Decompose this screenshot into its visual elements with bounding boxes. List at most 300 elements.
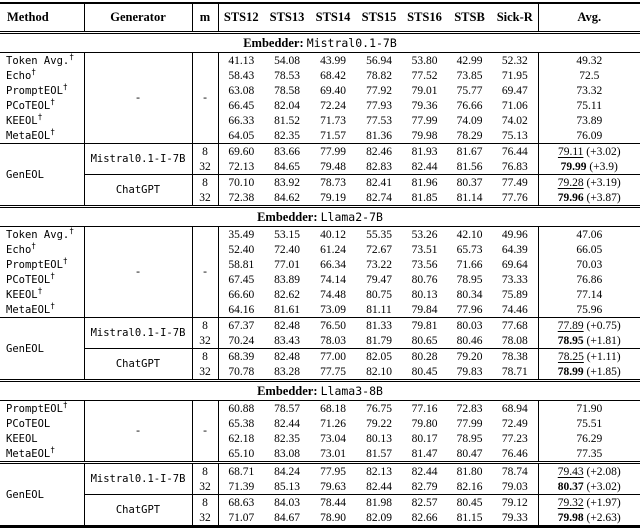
score-cell: 80.47 [456,447,483,460]
avg-value: 79.98 [557,511,584,524]
score-cell: 66.33 [228,114,255,127]
avg-cell [538,175,640,191]
dagger-mark: † [31,242,37,250]
score-cell: 43.99 [320,54,346,67]
score-cell: 77.99 [320,145,346,158]
score-cell: 81.96 [411,176,438,189]
score-cell: 78.53 [274,69,300,82]
delta-value: (+1.85) [586,365,621,378]
score-cell: 66.60 [228,288,255,301]
score-cell: 53.26 [411,228,438,241]
score-cell: 76.66 [456,99,483,112]
method-name: PromptEOL [6,258,63,271]
score-cell: 84.62 [274,191,300,204]
delta-value: (+3.87) [586,191,621,204]
avg-value: 79.43 [557,465,584,478]
score-cell: 81.14 [456,191,483,204]
score-cell: 85.13 [274,480,300,493]
score-cell: 66.45 [228,99,255,112]
score-cell: 78.08 [492,333,538,349]
score-cell: 76.46 [492,446,538,463]
baseline-row [0,401,640,417]
score-cell: 68.63 [228,496,255,509]
column-header-sts13: STS13 [269,10,305,24]
score-cell: 73.01 [320,447,346,460]
embedder-colon: : [313,209,321,224]
avg-cell: 73.32 [576,84,603,97]
method-name: Echo [6,69,32,82]
score-cell: 79.20 [456,350,483,363]
score-cell: 80.76 [411,273,438,286]
embedder-label: Embedder [243,35,300,50]
m-placeholder: - [192,401,218,463]
score-cell: 66.34 [320,258,346,271]
score-cell: 82.35 [274,432,300,445]
method-label [0,227,84,243]
avg-cell: 75.11 [576,99,602,112]
score-cell: 81.57 [366,447,392,460]
avg-cell: 47.06 [576,228,603,241]
score-cell: 64.16 [228,303,255,316]
avg-cell [538,349,640,365]
delta-value: (+1.97) [586,496,621,509]
avg-value: 79.11 [557,145,584,158]
column-header-avg: Avg. [577,10,602,24]
method-name: KEEOL [6,432,38,445]
embedder-name: Mistral0.1-7B [306,35,397,50]
score-cell: 70.10 [228,176,255,189]
score-cell: 83.89 [274,273,300,286]
score-cell: 82.48 [274,319,300,332]
score-cell: 81.67 [456,145,483,158]
score-cell: 73.09 [320,303,346,316]
score-cell: 73.22 [366,258,392,271]
score-cell: 70.24 [228,334,255,347]
score-cell: 74.46 [492,302,538,318]
method-label [0,401,84,417]
score-cell: 78.57 [274,402,300,415]
delta-value: (+2.63) [586,511,621,524]
avg-cell: 76.09 [576,129,603,142]
score-cell: 82.35 [274,129,300,142]
score-cell: 58.81 [228,258,255,271]
method-label [0,302,84,318]
delta-value: (+2.08) [586,465,621,478]
score-cell: 79.22 [366,417,392,430]
score-cell: 52.40 [228,243,255,256]
score-cell: 74.48 [320,288,346,301]
avg-value: 79.99 [560,160,587,173]
score-cell: 81.79 [366,334,392,347]
generator-placeholder: - [84,53,192,144]
score-cell: 75.77 [456,84,483,97]
score-cell: 73.85 [456,69,483,82]
method-name: PromptEOL [6,84,63,97]
avg-cell [538,190,640,207]
score-cell: 80.46 [456,334,483,347]
method-name: Token Avg. [6,54,70,67]
method-label: GenEOL [0,144,84,207]
method-name: PCoTEOL [6,273,51,286]
score-cell: 60.88 [228,402,255,415]
score-cell: 82.48 [274,350,300,363]
score-cell: 80.13 [411,288,438,301]
score-cell: 82.62 [274,288,300,301]
geneol-row [0,144,640,160]
score-cell: 72.38 [228,191,255,204]
score-cell: 82.66 [411,511,438,524]
score-cell: 53.80 [411,54,438,67]
score-cell: 73.51 [411,243,438,256]
score-cell: 68.18 [320,402,346,415]
method-label [0,113,84,128]
avg-cell: 77.14 [576,288,603,301]
score-cell: 65.38 [228,417,255,430]
score-cell: 41.13 [228,54,255,67]
m-value: 32 [192,333,218,349]
score-cell: 77.00 [320,350,346,363]
score-cell: 77.23 [492,431,538,446]
generator-label: Mistral0.1-I-7B [84,463,192,495]
score-cell: 77.76 [492,190,538,207]
embedder-section-header [0,381,640,401]
score-cell: 82.05 [366,350,392,363]
column-header-sts15: STS15 [361,10,397,24]
score-cell: 82.04 [274,99,300,112]
avg-cell [538,318,640,334]
score-cell: 79.83 [456,365,483,378]
score-cell: 35.49 [228,228,255,241]
dagger-mark: † [50,128,56,136]
m-value: 32 [192,364,218,381]
avg-cell: 70.03 [576,258,603,271]
score-cell: 79.36 [411,99,438,112]
method-label [0,242,84,257]
column-header-sts16: STS16 [407,10,442,24]
score-cell: 76.83 [492,159,538,175]
avg-cell: 76.29 [576,432,603,445]
score-cell: 79.33 [492,510,538,527]
score-cell: 82.10 [366,365,392,378]
score-cell: 82.79 [411,480,438,493]
sts-results-table [0,2,640,528]
score-cell: 83.28 [274,365,300,378]
score-cell: 77.92 [366,84,392,97]
avg-cell [538,510,640,527]
avg-cell: 49.32 [576,54,603,67]
score-cell: 71.66 [456,258,483,271]
m-value: 32 [192,510,218,527]
score-cell: 77.95 [320,465,346,478]
score-cell: 58.43 [228,69,255,82]
avg-cell: 75.51 [576,417,603,430]
avg-value: 78.95 [557,334,584,347]
score-cell: 64.39 [492,242,538,257]
avg-cell: 73.89 [576,114,603,127]
dagger-mark: † [31,68,37,76]
m-value: 8 [192,463,218,480]
delta-value: (+3.02) [586,480,621,493]
method-name: Token Avg. [6,228,70,241]
avg-cell [538,364,640,381]
avg-cell [538,144,640,160]
method-name: MetaEOL [6,447,51,460]
avg-value: 78.25 [557,350,584,363]
score-cell: 53.15 [274,228,300,241]
score-cell: 74.02 [492,113,538,128]
score-cell: 81.56 [456,160,483,173]
m-placeholder: - [192,227,218,318]
score-cell: 63.08 [228,84,255,97]
column-header-sickr: Sick-R [492,3,538,33]
geneol-row [0,495,640,511]
delta-value: (+3.19) [586,176,621,189]
score-cell: 69.64 [492,257,538,272]
avg-cell: 77.35 [576,447,603,460]
m-value: 32 [192,190,218,207]
score-cell: 52.32 [492,53,538,69]
method-label [0,416,84,431]
score-cell: 77.01 [274,258,300,271]
generator-label: Mistral0.1-I-7B [84,144,192,175]
avg-cell [538,479,640,495]
score-cell: 72.13 [228,160,255,173]
avg-cell [538,495,640,511]
score-cell: 82.46 [366,145,392,158]
score-cell: 82.09 [366,511,392,524]
score-cell: 83.43 [274,334,300,347]
method-label [0,53,84,69]
score-cell: 83.66 [274,145,300,158]
score-cell: 77.99 [456,417,483,430]
score-cell: 75.89 [492,287,538,302]
avg-cell: 76.86 [576,273,603,286]
score-cell: 74.09 [456,114,483,127]
score-cell: 77.75 [320,365,346,378]
method-label [0,272,84,287]
score-cell: 75.13 [492,128,538,144]
score-cell: 83.08 [274,447,300,460]
score-cell: 49.96 [492,227,538,243]
score-cell: 81.47 [411,447,438,460]
score-cell: 78.74 [492,463,538,480]
score-cell: 69.60 [228,145,255,158]
m-value: 32 [192,479,218,495]
method-label [0,431,84,446]
score-cell: 77.52 [411,69,438,82]
score-cell: 84.67 [274,511,300,524]
score-cell: 79.48 [320,160,346,173]
avg-cell: 66.05 [576,243,603,256]
score-cell: 76.44 [492,144,538,160]
score-cell: 78.73 [320,176,346,189]
score-cell: 67.37 [228,319,255,332]
method-name: PCoTEOL [6,99,51,112]
column-header-method: Method [0,3,84,33]
generator-label: ChatGPT [84,349,192,381]
score-cell: 62.18 [228,432,255,445]
score-cell: 77.96 [456,303,483,316]
avg-cell: 72.5 [579,69,600,82]
column-header-stsb: STSB [454,10,485,24]
score-cell: 83.92 [274,176,300,189]
score-cell: 81.33 [366,319,392,332]
score-cell: 80.75 [366,288,392,301]
m-value: 8 [192,175,218,191]
avg-cell [538,333,640,349]
method-name: KEEOL [6,288,38,301]
score-cell: 72.24 [320,99,346,112]
score-cell: 81.61 [274,303,300,316]
score-cell: 73.56 [411,258,438,271]
generator-placeholder: - [84,401,192,463]
score-cell: 69.47 [492,83,538,98]
column-header-generator: Generator [84,3,192,33]
embedder-section-header [0,207,640,227]
baseline-row [0,53,640,69]
score-cell: 72.67 [366,243,392,256]
avg-value: 79.32 [557,496,584,509]
score-cell: 65.73 [456,243,483,256]
score-cell: 68.94 [492,401,538,417]
avg-value: 79.96 [557,191,584,204]
score-cell: 79.19 [320,191,346,204]
method-label [0,128,84,144]
score-cell: 78.71 [492,364,538,381]
score-cell: 82.13 [366,465,392,478]
score-cell: 81.98 [366,496,392,509]
dagger-mark: † [50,98,56,106]
score-cell: 70.78 [228,365,255,378]
score-cell: 79.81 [411,319,438,332]
geneol-row [0,175,640,191]
method-label [0,446,84,463]
score-cell: 80.37 [456,176,483,189]
m-value: 8 [192,495,218,511]
avg-value: 78.99 [557,365,584,378]
score-cell: 80.34 [456,288,483,301]
score-cell: 81.15 [456,511,483,524]
score-cell: 72.40 [274,243,300,256]
embedder-label: Embedder [257,209,314,224]
baseline-row [0,227,640,243]
score-cell: 77.53 [366,114,392,127]
dagger-mark: † [50,302,56,310]
delta-value: (+0.75) [586,319,621,332]
dagger-mark: † [69,52,75,61]
score-cell: 77.93 [366,99,392,112]
score-cell: 71.06 [492,98,538,113]
score-cell: 84.24 [274,465,300,478]
score-cell: 76.75 [366,402,392,415]
dagger-mark: † [62,400,68,409]
score-cell: 69.40 [320,84,346,97]
score-cell: 79.12 [492,495,538,511]
dagger-mark: † [37,287,43,295]
embedder-label: Embedder [257,383,314,398]
score-cell: 78.95 [456,273,483,286]
method-name: Echo [6,243,32,256]
avg-cell: 71.90 [576,402,603,415]
score-cell: 82.41 [366,176,392,189]
score-cell: 78.38 [492,349,538,365]
m-placeholder: - [192,53,218,144]
score-cell: 61.24 [320,243,346,256]
score-cell: 71.26 [320,417,346,430]
score-cell: 54.08 [274,54,300,67]
avg-cell [538,463,640,480]
score-cell: 80.03 [456,319,483,332]
method-label [0,83,84,98]
score-cell: 81.36 [366,129,392,142]
header-row [0,3,640,33]
score-cell: 80.17 [411,432,438,445]
delta-value: (+3.9) [589,160,618,173]
score-cell: 82.44 [366,480,392,493]
dagger-mark: † [37,113,43,121]
score-cell: 55.35 [366,228,392,241]
m-value: 8 [192,349,218,365]
score-cell: 71.95 [492,68,538,83]
method-name: MetaEOL [6,303,51,316]
dagger-mark: † [50,446,56,454]
score-cell: 82.57 [411,496,438,509]
m-value: 8 [192,144,218,160]
score-cell: 77.49 [492,175,538,191]
column-header-sts12: STS12 [223,10,259,24]
score-cell: 80.13 [366,432,392,445]
score-cell: 81.85 [411,191,438,204]
generator-label: Mistral0.1-I-7B [84,318,192,349]
score-cell: 84.03 [274,496,300,509]
score-cell: 82.83 [366,160,392,173]
score-cell: 77.16 [411,402,438,415]
score-cell: 42.99 [456,54,483,67]
table-body [0,33,640,527]
score-cell: 84.65 [274,160,300,173]
avg-cell [538,159,640,175]
dagger-mark: † [50,272,56,280]
score-cell: 65.10 [228,447,255,460]
generator-label: ChatGPT [84,495,192,527]
method-label [0,68,84,83]
score-cell: 79.80 [411,417,438,430]
avg-value: 77.89 [557,319,584,332]
score-cell: 40.12 [320,228,346,241]
score-cell: 78.95 [456,432,483,445]
score-cell: 80.45 [456,496,483,509]
score-cell: 56.94 [366,54,392,67]
score-cell: 68.39 [228,350,255,363]
geneol-row [0,349,640,365]
score-cell: 79.98 [411,129,438,142]
score-cell: 79.63 [320,480,346,493]
column-header-m: m [192,3,218,33]
score-cell: 82.44 [274,417,300,430]
score-cell: 73.33 [492,272,538,287]
score-cell: 79.03 [492,479,538,495]
score-cell: 68.42 [320,69,346,82]
score-cell: 80.65 [411,334,438,347]
score-cell: 71.73 [320,114,346,127]
method-label [0,257,84,272]
score-cell: 82.16 [456,480,483,493]
dagger-mark: † [69,226,75,235]
score-cell: 82.44 [411,160,438,173]
embedder-section-header [0,33,640,53]
score-cell: 72.49 [492,416,538,431]
delta-value: (+3.02) [586,145,621,158]
